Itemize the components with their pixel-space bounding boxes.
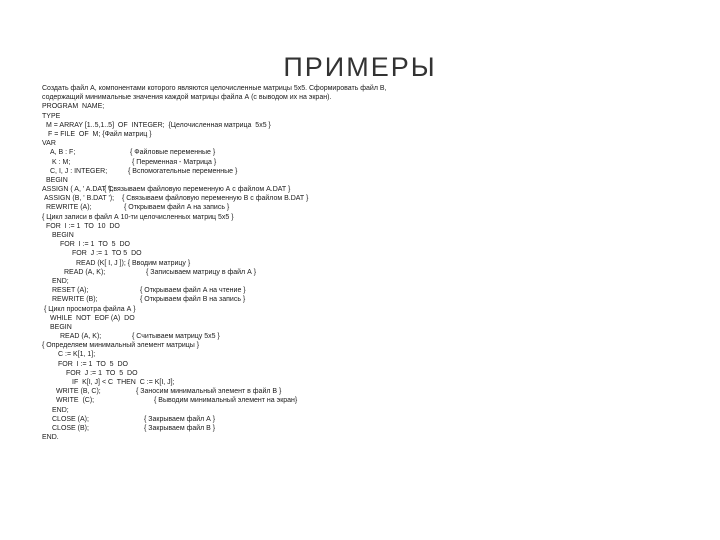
- code-text: C, I, J : INTEGER;: [50, 167, 108, 175]
- code-text: END;: [52, 277, 69, 285]
- slide-title: ПРИМЕРЫ: [283, 52, 437, 82]
- code-text: { Цикл записи в файл А 10-ти целочисленных матриц 5х5 }: [42, 213, 234, 221]
- code-comment: { Заносим минимальный элемент в файл В }: [136, 388, 282, 396]
- task-text: содержащий минимальные значения каждой матрицы файла А (с выводом их на экран).: [42, 94, 332, 102]
- code-line: [42, 415, 562, 424]
- code-comment: { Открываем файл А на чтение }: [140, 287, 246, 295]
- code-line: [42, 185, 562, 194]
- code-text: BEGIN: [46, 176, 68, 184]
- code-line: [42, 240, 562, 249]
- code-line: [42, 176, 562, 185]
- code-text: BEGIN: [52, 232, 74, 239]
- code-text: A, B : F;: [50, 149, 76, 157]
- code-comment: { Закрываем файл В }: [144, 424, 216, 432]
- code-line: [42, 378, 562, 387]
- code-text: FOR I := 1 TO 5 DO: [60, 241, 130, 249]
- code-text: FOR I := 1 TO 5 DO: [58, 360, 128, 368]
- code-line: [42, 203, 562, 212]
- code-line: [42, 387, 562, 396]
- code-comment: { Выводим минимальный элемент на экран}: [154, 397, 298, 405]
- code-line: [42, 249, 562, 258]
- code-line: [42, 112, 562, 121]
- code-line: [42, 406, 562, 415]
- code-text: READ (A, K);: [60, 333, 102, 341]
- code-line: [42, 323, 562, 332]
- code-text: C := K[1, 1];: [58, 351, 96, 359]
- task-text: Создать файл А, компонентами которого являются целочисленные матрицы 5х5. Сформировать файл В,: [42, 85, 387, 92]
- code-line: [42, 259, 562, 268]
- code-comment: { Связываем файловую переменную А с файлом A.DAT }: [104, 186, 291, 194]
- code-line: [42, 121, 562, 130]
- code-text: ASSIGN ( A, ' A.DAT ');: [42, 186, 114, 194]
- code-comment: { Записываем матрицу в файл А }: [146, 268, 257, 276]
- code-line: [42, 369, 562, 378]
- code-text: { Определяем минимальный элемент матрицы }: [42, 342, 200, 350]
- code-comment: { Открываем файл А на запись }: [124, 204, 230, 212]
- code-line: [42, 360, 562, 369]
- code-text: READ (K[ I, J ]); { Вводим матрицу }: [76, 259, 191, 267]
- code-line: [42, 222, 562, 231]
- code-comment: { Файловые переменные }: [130, 149, 216, 157]
- code-text: TYPE: [42, 112, 61, 120]
- code-line: [42, 286, 562, 295]
- code-text: FOR J := 1 TO 5 DO: [66, 369, 138, 377]
- code-line: [42, 231, 562, 240]
- code-line: [42, 332, 562, 341]
- code-line: [42, 350, 562, 359]
- code-line: [42, 277, 562, 286]
- code-line: [42, 194, 562, 203]
- code-text: FOR J := 1 TO 5 DO: [72, 250, 142, 258]
- code-text: WRITE (B, C);: [56, 388, 101, 396]
- code-line: [42, 213, 562, 222]
- code-text: PROGRAM NAME;: [42, 103, 105, 111]
- code-text: IF K[I, J] < C THEN C := K[I, J];: [72, 379, 175, 386]
- code-line: [42, 424, 562, 433]
- code-line: [42, 102, 562, 111]
- code-line: [42, 295, 562, 304]
- code-text: REWRITE (B);: [52, 296, 98, 304]
- code-text: BEGIN: [50, 323, 72, 331]
- task-description-line: [42, 84, 562, 93]
- code-line: [42, 130, 562, 139]
- program-listing: [42, 84, 562, 442]
- code-text: { Цикл просмотра файла А }: [44, 305, 136, 313]
- code-text: WRITE (C);: [56, 397, 95, 405]
- code-line: [42, 268, 562, 277]
- code-text: READ (A, K);: [64, 268, 106, 276]
- code-text: VAR: [42, 140, 56, 148]
- code-line: [42, 341, 562, 350]
- code-text: FOR I := 1 TO 10 DO: [46, 222, 120, 230]
- code-comment: { Считываем матрицу 5х5 }: [132, 333, 220, 341]
- code-text: ASSIGN (B, ' B.DAT ');: [44, 195, 115, 203]
- code-line: [42, 139, 562, 148]
- code-line: [42, 167, 562, 176]
- code-line: [42, 148, 562, 157]
- code-text: K : M;: [52, 158, 71, 166]
- code-line: [42, 396, 562, 405]
- code-text: CLOSE (B);: [52, 424, 89, 432]
- code-text: M = ARRAY [1..5,1..5] OF INTEGER; {Целочисленная матрица 5х5 }: [46, 121, 271, 129]
- code-line: [42, 305, 562, 314]
- code-comment: { Открываем файл В на запись }: [140, 296, 246, 304]
- code-text: F = FILE OF M; {Файл матриц }: [48, 130, 152, 138]
- code-line: [42, 433, 562, 442]
- code-text: REWRITE (A);: [46, 204, 92, 212]
- task-description-line: [42, 93, 562, 102]
- code-text: WHILE NOT EOF (A) DO: [50, 314, 135, 322]
- code-line: [42, 314, 562, 323]
- code-text: END.: [42, 434, 59, 442]
- code-comment: { Переменная - Матрица }: [132, 158, 217, 166]
- code-comment: { Закрываем файл А }: [144, 415, 216, 423]
- code-comment: { Вспомогательные переменные }: [128, 167, 238, 175]
- code-comment: { Связываем файловую переменную В с файлом B.DAT }: [122, 195, 309, 203]
- code-text: END;: [52, 406, 69, 414]
- code-text: RESET (A);: [52, 287, 89, 295]
- code-line: [42, 158, 562, 167]
- code-text: CLOSE (A);: [52, 415, 89, 423]
